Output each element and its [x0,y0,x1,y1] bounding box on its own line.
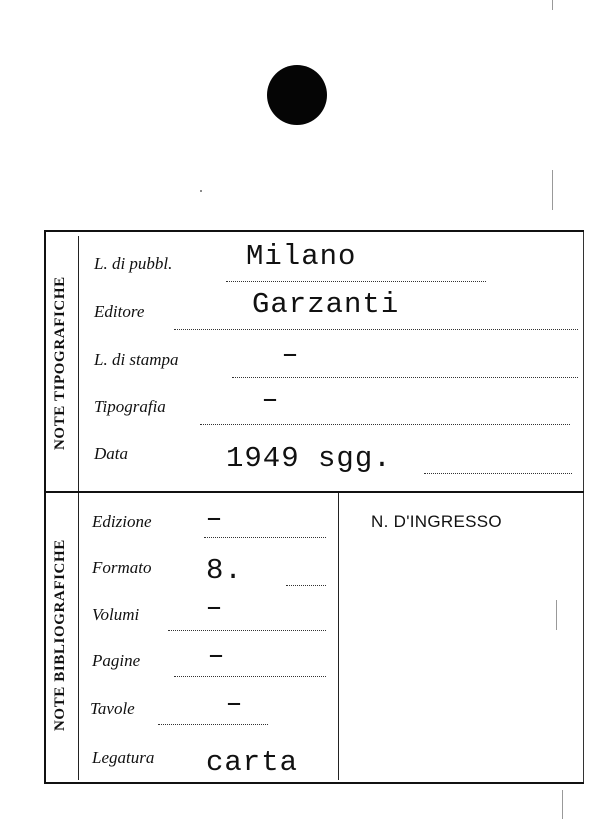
field-value: — [208,508,221,531]
section-label-typographic: NOTE TIPOGRAFICHE [52,276,68,450]
field-label: Editore [94,302,145,321]
field-label: Formato [92,558,152,577]
field-label: Edizione [92,512,152,531]
label-column-rule [78,236,79,780]
field-value: — [208,597,221,620]
field-edizione [92,508,332,540]
catalog-card [44,230,584,784]
field-luogo-pubblicazione [94,240,584,284]
field-value: 1949 sgg. [226,442,392,475]
dotted-line [174,676,326,677]
edge-mark [552,170,553,210]
punch-hole [267,65,327,125]
ingresso-label: N. D'INGRESSO [371,512,502,531]
field-tipografia [94,389,584,427]
field-label: Pagine [92,651,141,670]
field-label: Tavole [90,699,135,718]
dotted-line [286,585,326,586]
field-label: Data [94,444,128,463]
field-luogo-stampa [94,344,584,380]
field-value: Garzanti [252,288,400,321]
speck [200,190,202,192]
dotted-line [424,473,572,474]
field-label: Legatura [92,748,155,767]
field-value: Milano [246,240,357,273]
dotted-line [168,630,326,631]
edge-mark [562,790,563,819]
section-divider [46,491,584,493]
field-value: 8. [206,554,243,587]
field-editore [94,288,584,332]
field-label: L. di stampa [94,350,179,369]
field-tavole [90,693,330,727]
dotted-line [204,537,326,538]
field-label: Volumi [92,605,140,624]
field-volumi [92,597,332,633]
field-legatura [92,748,332,778]
field-label: L. di pubbl. [94,254,173,273]
edge-mark [552,0,553,10]
dotted-line [226,281,486,282]
dotted-line [174,329,578,330]
field-value: — [264,389,277,412]
field-label: Tipografia [94,397,166,416]
dotted-line [158,724,268,725]
field-value: — [284,344,297,367]
ingresso-divider [338,493,339,780]
field-data [94,444,584,476]
dotted-line [200,424,570,425]
dotted-line [232,377,578,378]
field-value: — [228,693,241,716]
section-label-bibliographic: NOTE BIBLIOGRAFICHE [52,539,68,731]
field-pagine [92,645,332,679]
field-value: carta [206,746,299,779]
field-formato [92,554,332,588]
field-value: — [210,645,223,668]
